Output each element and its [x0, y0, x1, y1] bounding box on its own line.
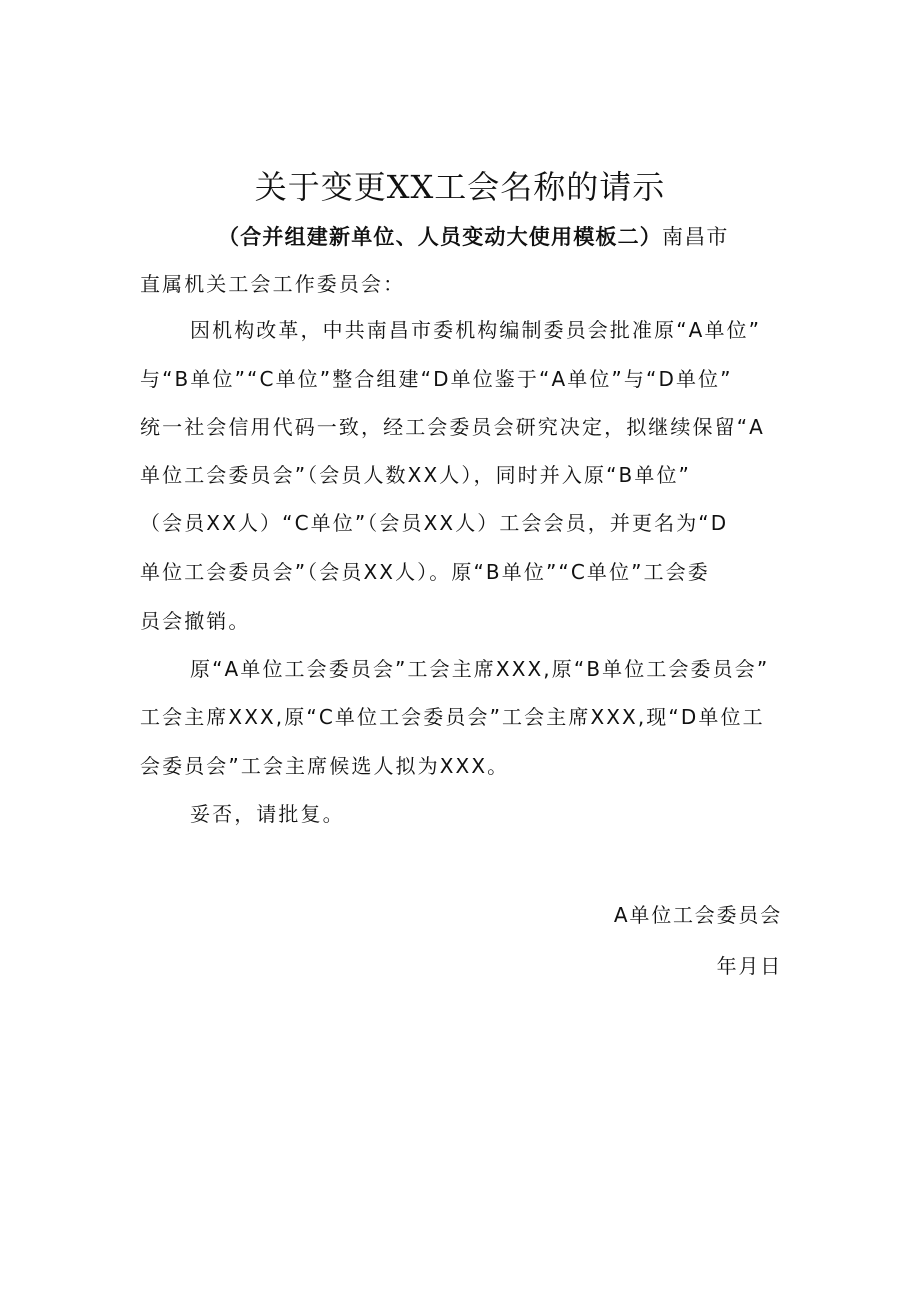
closing-line: 妥否，请批复。	[190, 802, 345, 826]
body-line: 单位工会委员会”（会员人数XX人），同时并入原“B单位”	[140, 463, 692, 487]
signature-line: A单位工会委员会	[613, 903, 782, 927]
body-line: （会员XX人）“C单位”（会员XX人）工会会员，并更名为“D	[140, 511, 729, 535]
document-subtitle	[218, 222, 782, 252]
addressee-line: 直属机关工会工作委员会：	[140, 272, 406, 296]
document-title: 关于变更XX工会名称的请示	[254, 168, 666, 206]
body-line: 工会主席XXX,原“C单位工会委员会”工会主席XXX,现“D单位工	[140, 705, 765, 729]
body-line: 统一社会信用代码一致，经工会委员会研究决定，拟继续保留“A	[140, 415, 765, 439]
body-line: 员会撤销。	[140, 609, 251, 633]
body-line: 会委员会”工会主席候选人拟为XXX。	[140, 754, 510, 778]
subtitle-tail-text: 南昌市	[662, 225, 729, 249]
date-line: 年月日	[716, 954, 782, 978]
body-line: 与“B单位”“C单位”整合组建“D单位鉴于“A单位”与“D单位”	[140, 367, 733, 391]
body-line: 因机构改革，中共南昌市委机构编制委员会批准原“A单位”	[190, 318, 762, 342]
body-line: 原“A单位工会委员会”工会主席XXX,原“B单位工会委员会”	[190, 657, 770, 681]
subtitle-bold-text: （合并组建新单位、人员变动大使用模板二）	[218, 225, 662, 249]
body-line: 单位工会委员会”（会员XX人）。原“B单位”“C单位”工会委	[140, 560, 710, 584]
